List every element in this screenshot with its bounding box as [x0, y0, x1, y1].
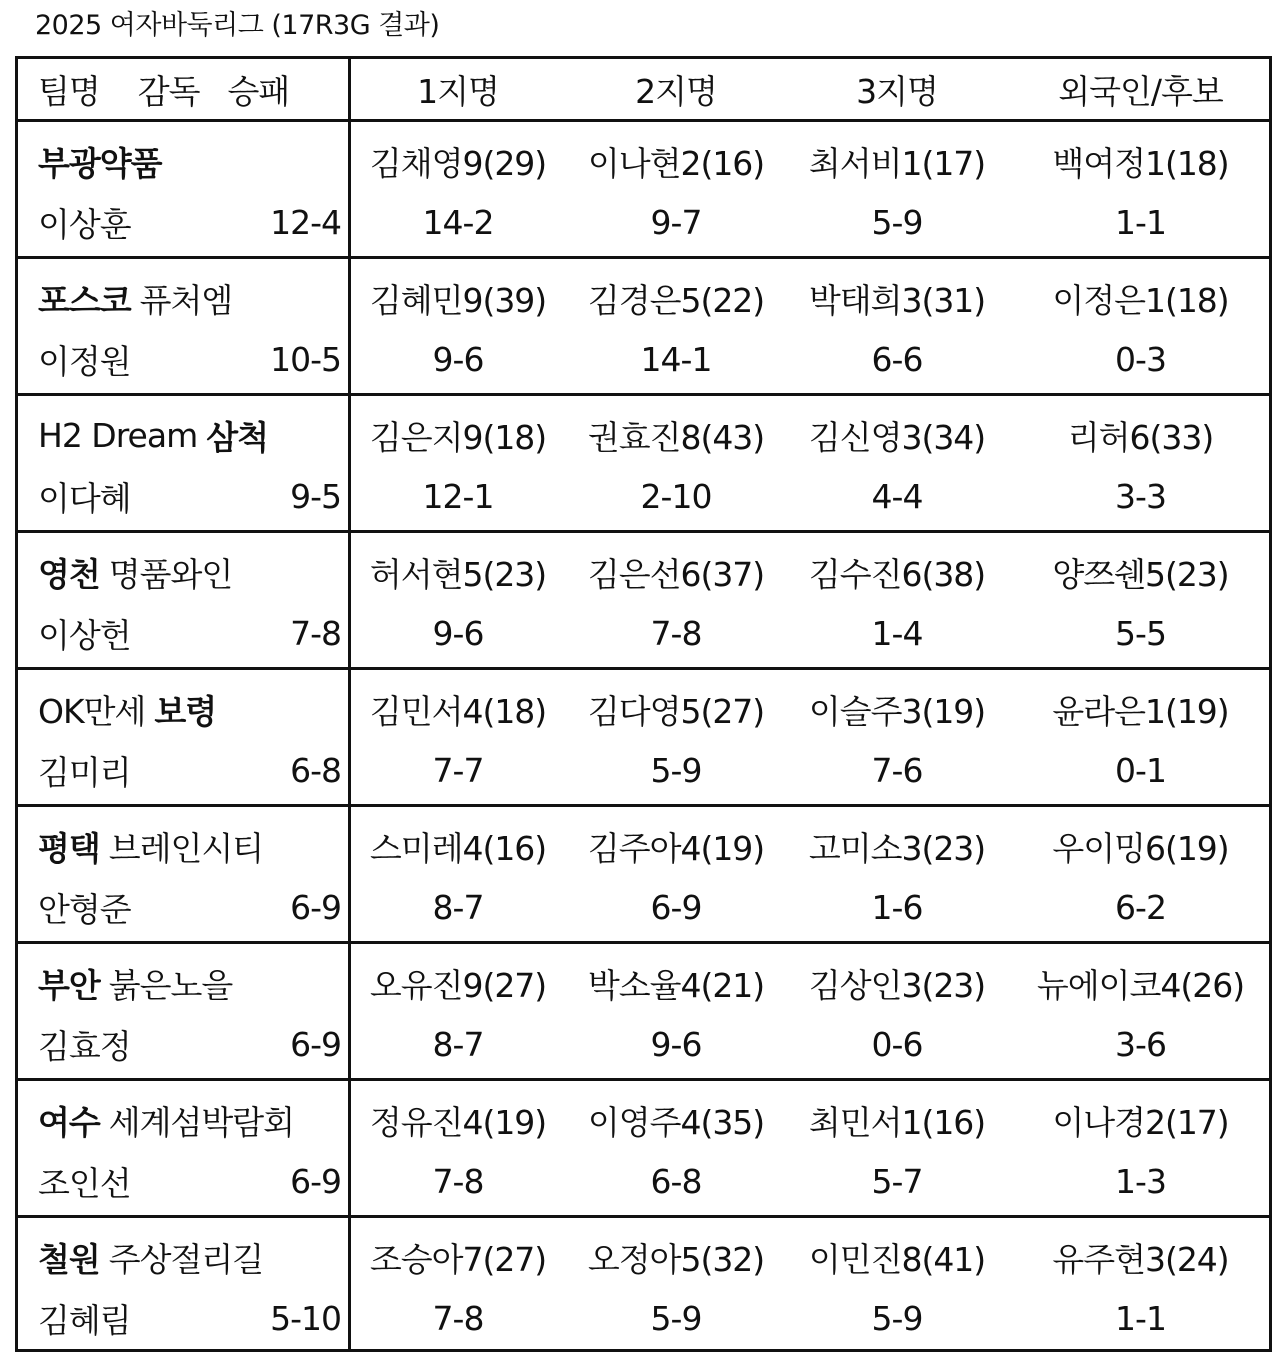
player-pick1: 스미레4(16) [369, 828, 547, 868]
team-row-players [18, 1081, 1269, 1159]
team-name-rest: 브레인시티 [108, 828, 264, 868]
team-name-pre: OK만세 [38, 691, 146, 731]
header-team-coach-record [38, 59, 289, 119]
player-pick4: 윤라은1(19) [1052, 691, 1229, 731]
team-row-records [18, 190, 1269, 254]
coach-name: 이상헌 [38, 615, 131, 655]
team-name-bold: 철원 [38, 1239, 100, 1279]
player-record-pick1: 7-8 [432, 1161, 484, 1201]
team-name-bold: 영천 [38, 554, 100, 594]
player-pick3: 고미소3(23) [808, 828, 986, 868]
team-row-records [18, 738, 1269, 802]
team-record: 5-10 [270, 1298, 341, 1338]
player-record-pick4: 0-3 [1115, 339, 1166, 379]
coach-name: 김혜림 [38, 1300, 131, 1340]
header-pick1: 1지명 [417, 71, 499, 111]
player-record-pick4: 0-1 [1115, 750, 1166, 790]
player-record-pick4: 1-1 [1115, 202, 1166, 242]
team-name-bold: 평택 [38, 828, 100, 868]
team-name [38, 1081, 294, 1159]
player-record-pick4: 1-3 [1115, 1161, 1166, 1201]
player-record-pick3: 6-6 [871, 339, 923, 379]
team-row-players [18, 533, 1269, 611]
player-pick1: 김은지9(18) [369, 417, 547, 457]
team-row-records [18, 464, 1269, 528]
player-record-pick2: 6-8 [650, 1161, 702, 1201]
player-pick1: 허서현5(23) [369, 554, 547, 594]
team-name [38, 1218, 263, 1296]
team-row-players [18, 122, 1269, 200]
header-coach: 감독 [137, 71, 200, 111]
team-row-records [18, 601, 1269, 665]
player-pick4: 우이밍6(19) [1052, 828, 1229, 868]
player-record-pick1: 9-6 [432, 613, 484, 653]
player-record-pick3: 7-6 [871, 750, 923, 790]
team-record: 6-9 [290, 1161, 341, 1201]
player-pick1: 조승아7(27) [369, 1239, 547, 1279]
player-record-pick3: 4-4 [871, 476, 923, 516]
player-pick2: 박소율4(21) [587, 965, 765, 1005]
team-name-rest: 명품와인 [108, 554, 233, 594]
team-name-bold: 보령 [154, 691, 217, 731]
player-record-pick4: 6-2 [1115, 887, 1166, 927]
team-name [38, 122, 162, 200]
header-pick2: 2지명 [635, 71, 717, 111]
team-row-players [18, 944, 1269, 1022]
player-record-pick1: 14-2 [422, 202, 494, 242]
coach-name: 이상훈 [38, 204, 131, 244]
team-name-bold: 부광약품 [38, 143, 162, 183]
team-name-rest: 퓨처엠 [139, 280, 233, 320]
player-pick2: 김주아4(19) [587, 828, 765, 868]
player-record-pick2: 5-9 [650, 750, 702, 790]
team-record: 10-5 [270, 339, 341, 379]
team-name [38, 396, 268, 474]
team-name [38, 533, 232, 611]
player-pick4: 이정은1(18) [1052, 280, 1229, 320]
team-record: 12-4 [270, 202, 341, 242]
team-record: 6-9 [290, 1024, 341, 1064]
team-record: 6-8 [290, 750, 341, 790]
player-record-pick3: 0-6 [871, 1024, 923, 1064]
team-row-records [18, 1286, 1269, 1350]
header-team: 팀명 [38, 71, 100, 111]
player-pick3: 이민진8(41) [808, 1239, 986, 1279]
header-pick3: 3지명 [856, 71, 938, 111]
team-name-bold: 부안 [38, 965, 100, 1005]
coach-name: 김미리 [38, 752, 131, 792]
player-pick3: 김상인3(23) [808, 965, 986, 1005]
player-record-pick2: 14-1 [640, 339, 712, 379]
header-record: 승패 [227, 71, 290, 111]
team-record: 7-8 [290, 613, 341, 653]
team-row-players [18, 259, 1269, 337]
player-record-pick1: 9-6 [432, 339, 484, 379]
team-row-records [18, 327, 1269, 391]
team-name-rest: 붉은노을 [108, 965, 233, 1005]
player-pick2: 김다영5(27) [587, 691, 765, 731]
team-name [38, 944, 232, 1022]
player-pick3: 이슬주3(19) [808, 691, 986, 731]
table-header [18, 59, 1269, 119]
player-pick1: 김채영9(29) [369, 143, 547, 183]
player-pick1: 김민서4(18) [369, 691, 547, 731]
team-name-bold: 여수 [38, 1102, 100, 1142]
player-pick4: 리허6(33) [1067, 417, 1214, 457]
standings-table [15, 56, 1272, 1352]
player-record-pick2: 5-9 [650, 1298, 702, 1338]
player-record-pick1: 12-1 [422, 476, 494, 516]
player-pick4: 유주현3(24) [1052, 1239, 1229, 1279]
player-record-pick2: 9-6 [650, 1024, 702, 1064]
player-pick2: 이나현2(16) [587, 143, 765, 183]
table-caption: 2025 여자바둑리그 (17R3G 결과) [35, 10, 440, 41]
team-name-rest: 세계섬박람회 [108, 1102, 295, 1142]
coach-name: 이다혜 [38, 478, 131, 518]
player-pick3: 김신영3(34) [808, 417, 986, 457]
player-pick1: 정유진4(19) [369, 1102, 547, 1142]
player-record-pick1: 7-7 [432, 750, 484, 790]
player-record-pick1: 8-7 [432, 1024, 484, 1064]
player-record-pick2: 2-10 [640, 476, 712, 516]
player-record-pick2: 7-8 [650, 613, 702, 653]
coach-name: 조인선 [38, 1163, 131, 1203]
player-pick2: 이영주4(35) [587, 1102, 765, 1142]
team-record: 9-5 [290, 476, 341, 516]
player-record-pick3: 5-9 [871, 1298, 923, 1338]
player-pick4: 양쯔쉔5(23) [1052, 554, 1229, 594]
player-record-pick3: 1-4 [871, 613, 923, 653]
team-record: 6-9 [290, 887, 341, 927]
team-name [38, 807, 263, 885]
team-name-rest: 주상절리길 [108, 1239, 264, 1279]
player-record-pick4: 5-5 [1115, 613, 1166, 653]
player-pick2: 오정아5(32) [587, 1239, 765, 1279]
team-name [38, 670, 216, 748]
player-record-pick3: 5-9 [871, 202, 923, 242]
player-record-pick3: 5-7 [871, 1161, 923, 1201]
team-name-bold: 삼척 [206, 417, 268, 457]
team-row-records [18, 875, 1269, 939]
coach-name: 안형준 [38, 889, 131, 929]
player-pick3: 최서비1(17) [808, 143, 986, 183]
player-pick2: 김경은5(22) [587, 280, 765, 320]
player-pick4: 뉴에이코4(26) [1036, 965, 1245, 1005]
player-record-pick4: 3-3 [1115, 476, 1166, 516]
team-row-records [18, 1149, 1269, 1213]
player-record-pick1: 7-8 [432, 1298, 484, 1338]
player-record-pick2: 6-9 [650, 887, 702, 927]
team-name-pre: H2 Dream [38, 415, 198, 455]
player-pick1: 오유진9(27) [369, 965, 547, 1005]
team-row-players [18, 670, 1269, 748]
player-pick3: 김수진6(38) [808, 554, 986, 594]
player-record-pick4: 3-6 [1115, 1024, 1166, 1064]
team-name [38, 259, 232, 337]
coach-name: 김효정 [38, 1026, 131, 1066]
player-pick2: 권효진8(43) [587, 417, 765, 457]
player-record-pick1: 8-7 [432, 887, 484, 927]
player-record-pick3: 1-6 [871, 887, 923, 927]
team-row-players [18, 807, 1269, 885]
coach-name: 이정원 [38, 341, 131, 381]
player-record-pick4: 1-1 [1115, 1298, 1166, 1338]
player-pick3: 최민서1(16) [808, 1102, 986, 1142]
player-record-pick2: 9-7 [650, 202, 702, 242]
player-pick3: 박태희3(31) [808, 280, 986, 320]
team-row-players [18, 1218, 1269, 1296]
team-name-bold: 포스코 [38, 280, 131, 320]
header-pick4: 외국인/후보 [1058, 71, 1223, 111]
team-row-players [18, 396, 1269, 474]
team-row-records [18, 1012, 1269, 1076]
player-pick4: 백여정1(18) [1052, 143, 1229, 183]
player-pick4: 이나경2(17) [1052, 1102, 1229, 1142]
player-pick2: 김은선6(37) [587, 554, 765, 594]
player-pick1: 김혜민9(39) [369, 280, 547, 320]
